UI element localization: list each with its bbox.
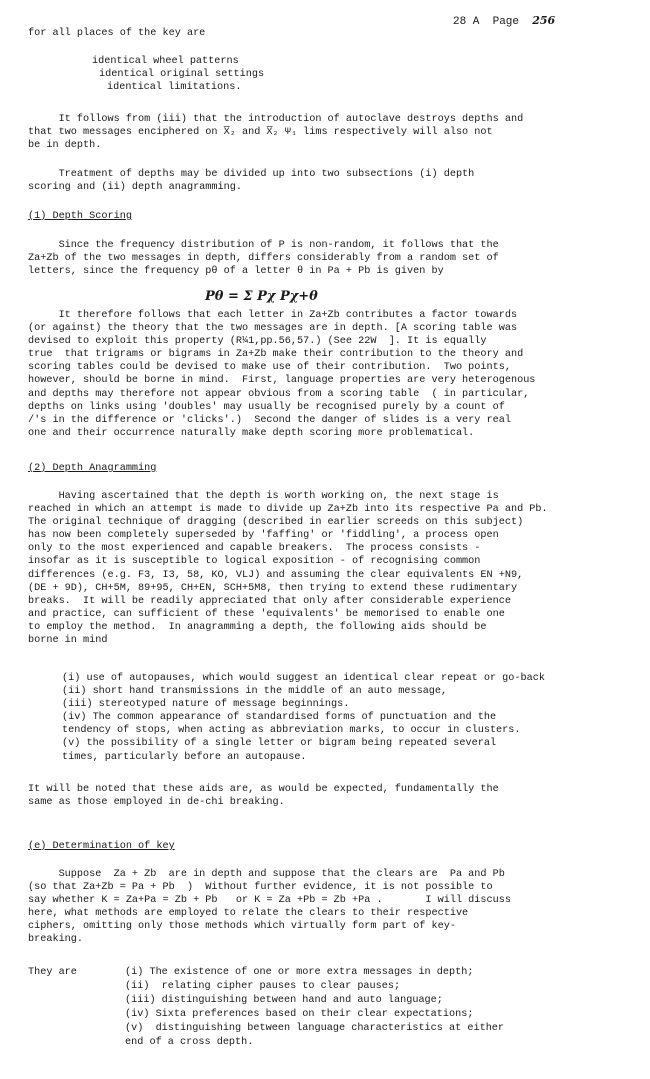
text-line: Za+Zb of the two messages in depth, differs considerably from a random set of [28, 253, 499, 265]
text-line: has now been completely superseded by 'faffing' or 'fiddling', a process open [28, 530, 499, 542]
list-item: (ii) short hand transmissions in the middle of an auto message, [62, 686, 448, 698]
text-line: It follows from (iii) that the introduction of autoclave destroys depths and [28, 114, 524, 125]
list-item: (v) distinguishing between language characteristics at either [125, 1023, 505, 1034]
text-line: letters, since the frequency pθ of a letter θ in Pa + Pb is given by [28, 266, 444, 278]
text-line: The original technique of dragging (described in earlier screeds on this subject) [28, 517, 524, 529]
section-depth-anagramming [28, 462, 628, 475]
depth-anagramming-para1 [28, 490, 628, 647]
methods-list [125, 966, 625, 1050]
list-item: (ii) relating cipher pauses to clear pauses; [125, 981, 401, 992]
text-line: It will be noted that these aids are, as would be expected, fundamentally the [28, 784, 499, 795]
list-item: (i) The existence of one or more extra messages in depth; [125, 967, 474, 978]
text-line: Having ascertained that the depth is worth working on, the next stage is [28, 491, 499, 502]
paragraph-treatment [28, 168, 628, 194]
depth-scoring-para1 [28, 239, 628, 278]
text-line: however, should be borne in mind. First, language properties are very heterogenous [28, 375, 536, 387]
text-line: true that trigrams or bigrams in Za+Zb make their contribution to the theory and [28, 349, 524, 361]
aids-list [62, 672, 642, 764]
list-item: times, particularly before an autopause. [62, 751, 307, 763]
section-heading: (2) Depth Anagramming [28, 463, 157, 474]
text-line: one and their occurrence naturally make depth scoring more problematical. [28, 427, 475, 439]
text-line: insofar as it is susceptible to logical exposition - of recognising common [28, 556, 481, 568]
section-determination [28, 840, 628, 853]
determination-para1 [28, 868, 628, 947]
intro-line: for all places of the key are [28, 28, 206, 39]
list-item: end of a cross depth. [125, 1037, 254, 1048]
text-line: breaking. [28, 934, 84, 946]
frequency-formula: Pθ = Σ Pχ Pχ+θ [205, 289, 318, 304]
text-line: Suppose Za + Zb are in depth and suppose that the clears are Pa and Pb [28, 869, 505, 880]
depth-anagramming-para2 [28, 783, 628, 809]
depth-scoring-para2 [28, 309, 628, 440]
text-line: borne in mind [28, 635, 108, 647]
text-line: Since the frequency distribution of P is non-random, it follows that the [28, 240, 499, 251]
conditions-list [92, 55, 650, 94]
page-label: Page [492, 16, 520, 28]
text-line: say whether K = Za+Pa = Zb + Pb or K = Za +Pb = Zb +Pa . I will discuss [28, 895, 511, 907]
text-line: (or against) the theory that the two messages are in depth. [A scoring table was [28, 323, 518, 335]
text-line: reached in which an attempt is made to divide up Za+Zb into its respective Pa and Pb. [28, 504, 548, 516]
list-item: (iv) The common appearance of standardised forms of punctuation and the [62, 712, 497, 724]
list-item: tendency of stops, when acting as abbreviation marks, to occur in clusters. [62, 725, 521, 737]
text-line: and practice, can sufficient of these 'equivalents' be memorised to enable one [28, 608, 505, 620]
intro-block [28, 27, 628, 40]
text-line: (DE + 9D), CH+5M, 89+95, CH+EN, SCH+5M8, then trying to extend these rudimentary [28, 582, 518, 594]
text-line: Treatment of depths may be divided up into two subsections (i) depth [28, 169, 475, 180]
text-line: to employ the method. In anagramming a depth, the following aids should be [28, 621, 487, 633]
section-heading: (1) Depth Scoring [28, 211, 132, 222]
they-are-label: They are [28, 967, 77, 978]
list-item: (iv) Sixta preferences based on their clear expectations; [125, 1009, 474, 1020]
section-heading: (e) Determination of key [28, 841, 175, 852]
text-line: breaks. It will be readily appreciated that only after considerable experience [28, 595, 511, 607]
text-line: It therefore follows that each letter in Za+Zb contributes a factor towards [28, 310, 518, 321]
text-line: same as those employed in de-chi breaking. [28, 797, 285, 809]
list-item: (i) use of autopauses, which would suggest an identical clear repeat or go-back [62, 673, 545, 684]
text-line: devised to exploit this property (R¼1,pp.56,57.) (See 22W ]. It is equally [28, 336, 487, 348]
list-item: (iii) distinguishing between hand and auto language; [125, 995, 443, 1006]
list-item: (iii) stereotyped nature of message beginnings. [62, 699, 350, 711]
text-line: only to the most experienced and capable breakers. The process consists - [28, 543, 481, 555]
page-number: 256 [532, 14, 556, 27]
list-item: (v) the possibility of a single letter or bigram being repeated several [62, 738, 497, 750]
section-depth-scoring [28, 210, 628, 223]
text-line: /'s in the difference or 'clicks'.) Second the danger of slides is a very real [28, 414, 511, 426]
text-line: scoring and (ii) depth anagramming. [28, 182, 242, 194]
condition-item: identical wheel patterns [92, 56, 239, 67]
text-line: and depths may therefore not appear obvious from a scoring table ( in particular, [28, 388, 530, 400]
text-line: ciphers, omitting only those methods which virtually form part of key- [28, 921, 456, 933]
page-ref: 28 A [453, 16, 480, 28]
paragraph-it-follows [28, 113, 628, 152]
text-line: differences (e.g. F3, I3, 58, KO, VLJ) and assuming the clear equivalents EN +N9, [28, 569, 524, 581]
text-line: depths on links using 'doubles' may usually be recognised purely by a count of [28, 401, 505, 413]
condition-item: identical original settings [99, 69, 265, 81]
condition-item: identical limitations. [107, 82, 242, 94]
text-line: here, what methods are employed to relate the clears to their respective [28, 908, 469, 920]
text-line: that two messages enciphered on X̅₂ and X̅₂ Ψ₁ lims respectively will also not [28, 127, 493, 139]
text-line: (so that Za+Zb = Pa + Pb ) Without further evidence, it is not possible to [28, 882, 493, 894]
text-line: scoring tables could be devised to make use of their contribution. Two points, [28, 362, 511, 374]
text-line: be in depth. [28, 140, 102, 152]
